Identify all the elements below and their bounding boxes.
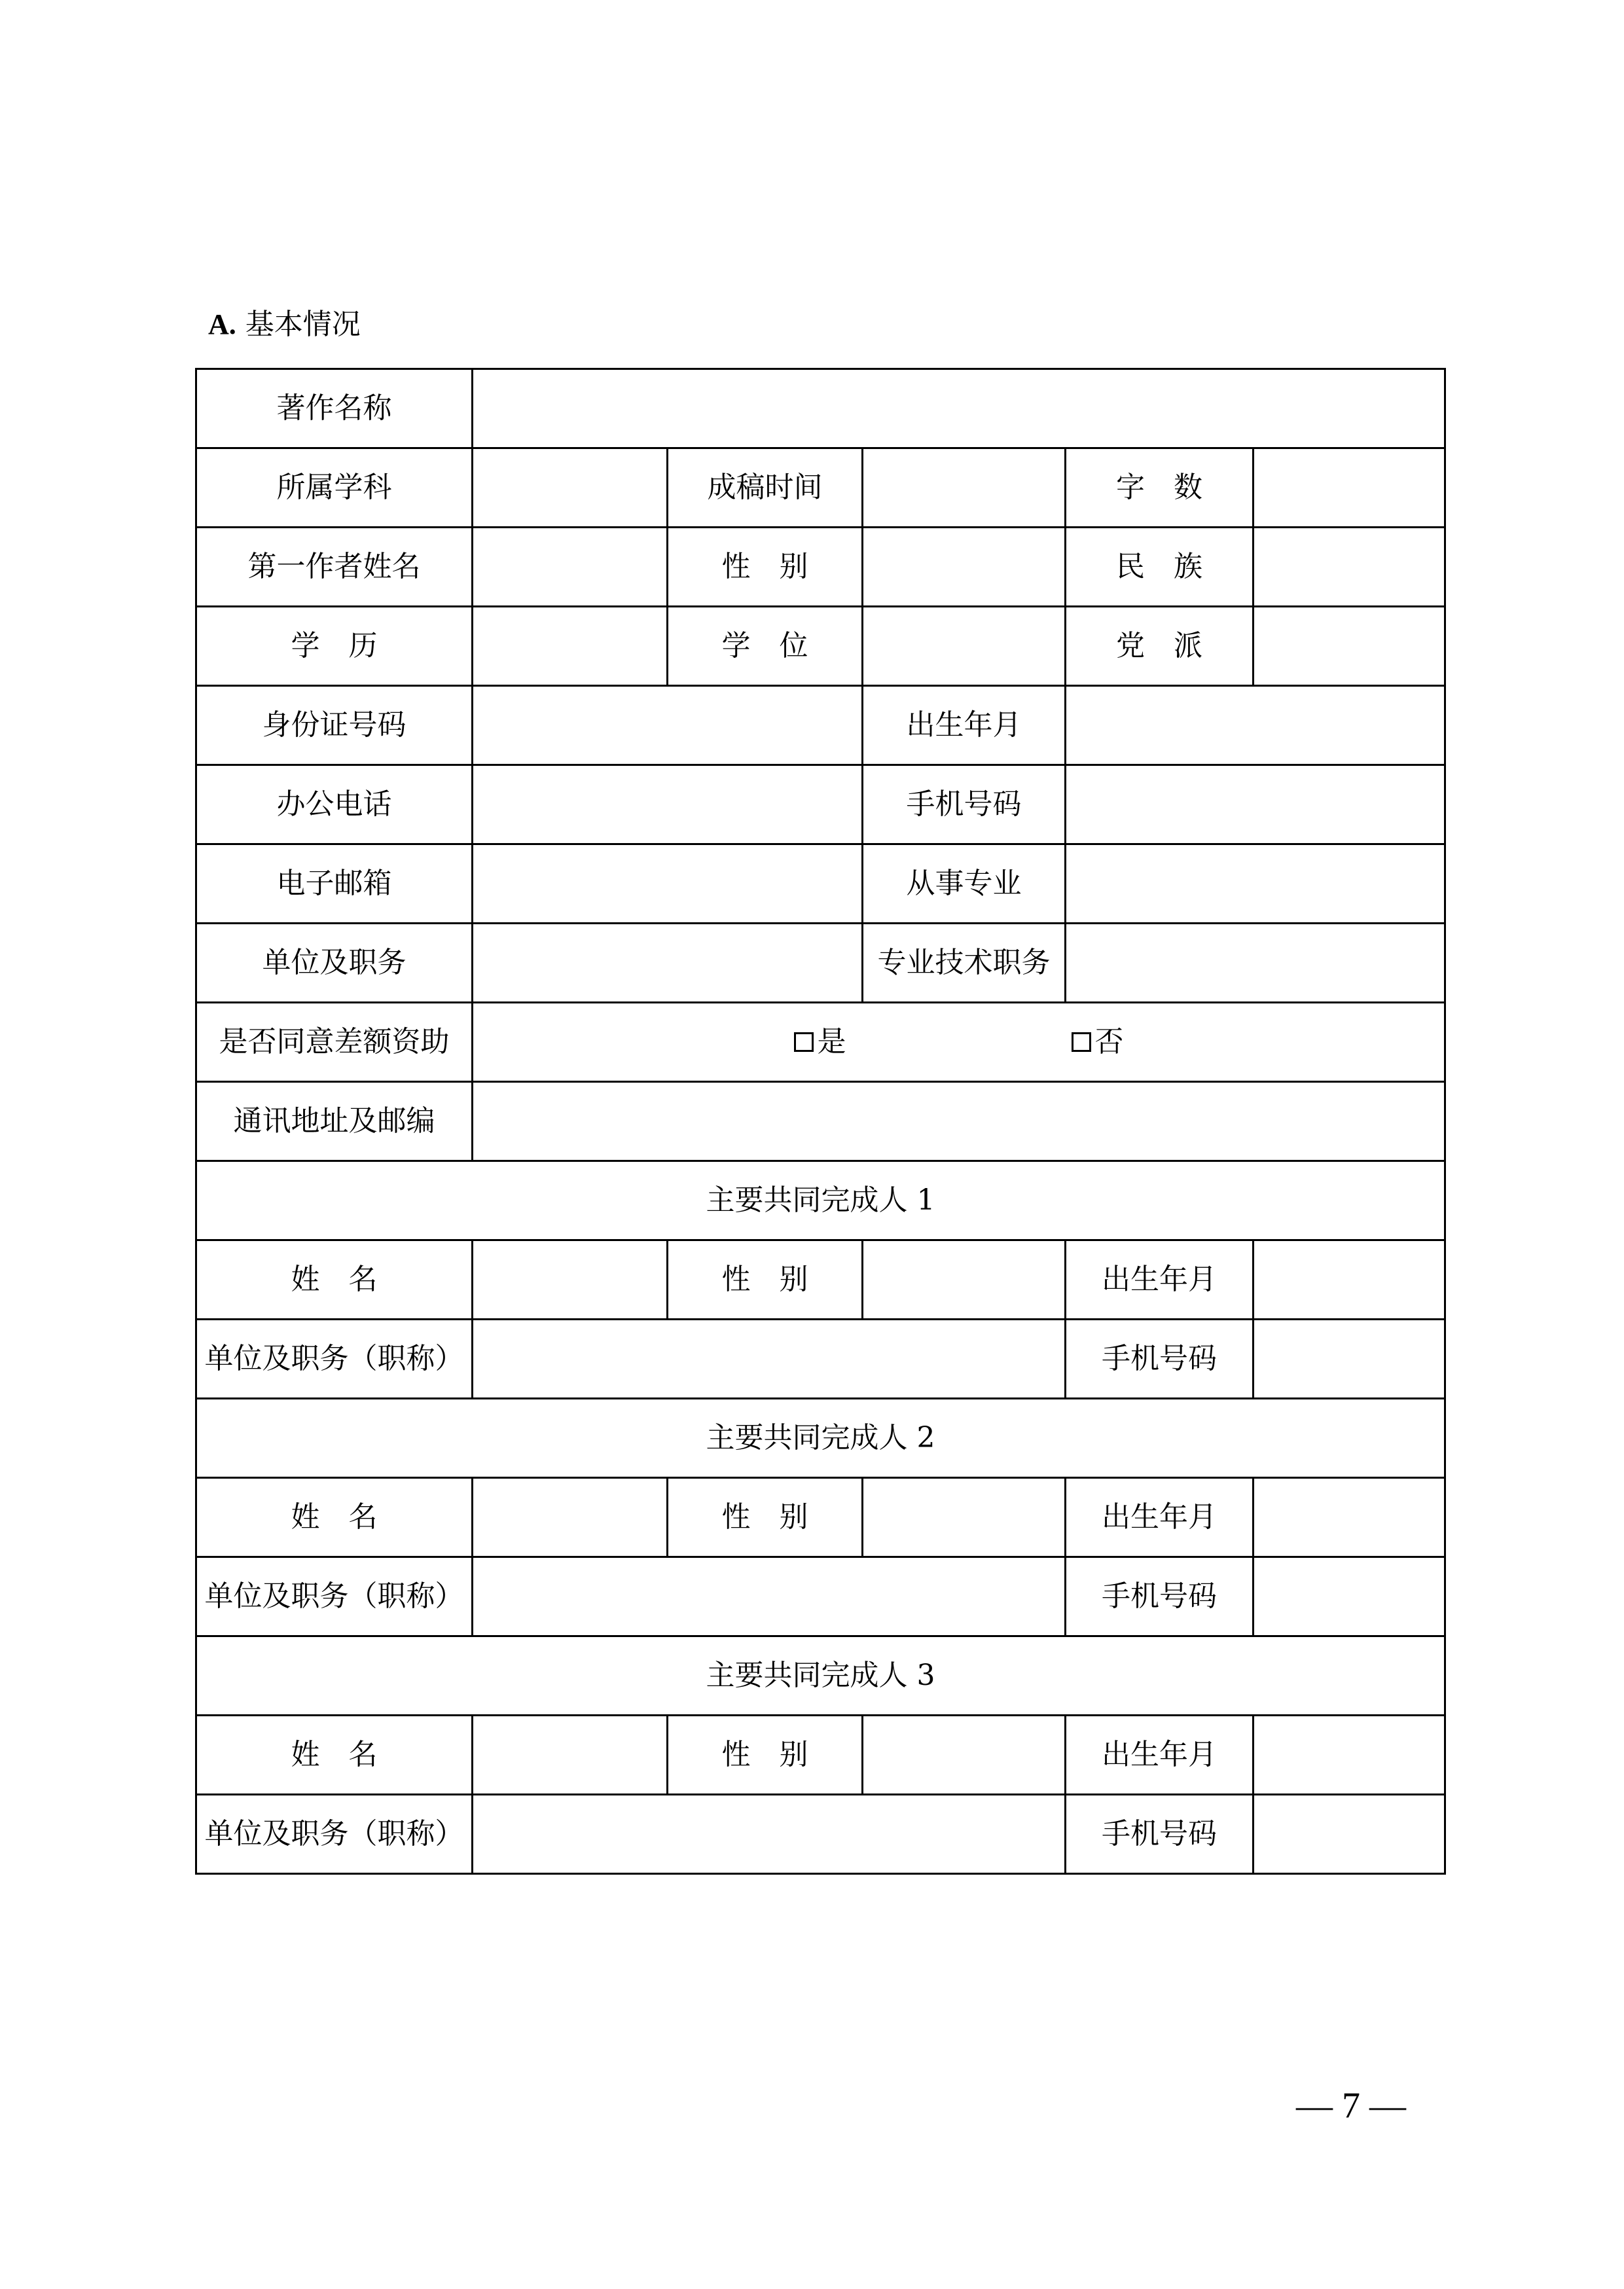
row-address xyxy=(196,1082,1445,1161)
row-unit-position xyxy=(196,924,1445,1003)
profession-field[interactable] xyxy=(1066,844,1445,924)
subject-field[interactable] xyxy=(473,448,668,528)
label-subject: 所属学科 xyxy=(196,448,473,528)
label-co-author-2-name: 姓 名 xyxy=(196,1478,473,1557)
id-number-field[interactable] xyxy=(473,686,863,765)
label-address: 通讯地址及邮编 xyxy=(196,1082,473,1161)
no-label: 否 xyxy=(1094,1024,1124,1058)
co-author-3-unit-field[interactable] xyxy=(473,1795,1066,1874)
label-co-author-2-mobile: 手机号码 xyxy=(1066,1557,1254,1636)
word-count-field[interactable] xyxy=(1254,448,1445,528)
label-education: 学 历 xyxy=(196,607,473,686)
row-work-title xyxy=(196,369,1445,448)
agree-funding-options xyxy=(473,1003,1445,1082)
label-co-author-2-gender: 性 别 xyxy=(668,1478,863,1557)
row-agree-funding xyxy=(196,1003,1445,1082)
label-degree: 学 位 xyxy=(668,607,863,686)
row-subject xyxy=(196,448,1445,528)
co-author-2-name-field[interactable] xyxy=(473,1478,668,1557)
party-field[interactable] xyxy=(1254,607,1445,686)
unit-position-field[interactable] xyxy=(473,924,863,1003)
label-co-author-2-birth: 出生年月 xyxy=(1066,1478,1254,1557)
co-author-2-unit-field[interactable] xyxy=(473,1557,1066,1636)
tech-title-field[interactable] xyxy=(1066,924,1445,1003)
label-email: 电子邮箱 xyxy=(196,844,473,924)
label-co-author-2-unit: 单位及职务（职称） xyxy=(196,1557,473,1636)
row-co-author-1-header xyxy=(196,1161,1445,1240)
label-co-author-3-gender: 性 别 xyxy=(668,1716,863,1795)
co-author-1-unit-field[interactable] xyxy=(473,1320,1066,1399)
co-author-3-birth-field[interactable] xyxy=(1254,1716,1445,1795)
co-author-3-header: 主要共同完成人 3 xyxy=(196,1636,1445,1716)
row-education xyxy=(196,607,1445,686)
label-co-author-1-gender: 性 别 xyxy=(668,1240,863,1320)
label-agree-funding: 是否同意差额资助 xyxy=(196,1003,473,1082)
no-checkbox[interactable] xyxy=(1072,1032,1091,1052)
row-first-author xyxy=(196,528,1445,607)
co-author-1-birth-field[interactable] xyxy=(1254,1240,1445,1320)
co-author-2-header: 主要共同完成人 2 xyxy=(196,1399,1445,1478)
office-phone-field[interactable] xyxy=(473,765,863,844)
label-co-author-1-mobile: 手机号码 xyxy=(1066,1320,1254,1399)
co-author-1-mobile-field[interactable] xyxy=(1254,1320,1445,1399)
first-author-name-field[interactable] xyxy=(473,528,668,607)
row-id-number xyxy=(196,686,1445,765)
completion-time-field[interactable] xyxy=(863,448,1066,528)
label-profession: 从事专业 xyxy=(863,844,1066,924)
option-no[interactable] xyxy=(1072,1025,1124,1059)
label-mobile: 手机号码 xyxy=(863,765,1066,844)
row-co-author-2-basic xyxy=(196,1478,1445,1557)
label-party: 党 派 xyxy=(1066,607,1254,686)
row-co-author-3-unit xyxy=(196,1795,1445,1874)
label-work-title: 著作名称 xyxy=(196,369,473,448)
label-tech-title: 专业技术职务 xyxy=(863,924,1066,1003)
row-co-author-2-unit xyxy=(196,1557,1445,1636)
section-title xyxy=(208,306,361,343)
row-email xyxy=(196,844,1445,924)
label-co-author-1-unit: 单位及职务（职称） xyxy=(196,1320,473,1399)
education-field[interactable] xyxy=(473,607,668,686)
co-author-3-gender-field[interactable] xyxy=(863,1716,1066,1795)
row-office-phone xyxy=(196,765,1445,844)
co-author-1-header: 主要共同完成人 1 xyxy=(196,1161,1445,1240)
label-unit-position: 单位及职务 xyxy=(196,924,473,1003)
row-co-author-3-header xyxy=(196,1636,1445,1716)
co-author-2-gender-field[interactable] xyxy=(863,1478,1066,1557)
label-ethnicity: 民 族 xyxy=(1066,528,1254,607)
co-author-3-mobile-field[interactable] xyxy=(1254,1795,1445,1874)
label-co-author-1-name: 姓 名 xyxy=(196,1240,473,1320)
work-title-field[interactable] xyxy=(473,369,1445,448)
row-co-author-1-unit xyxy=(196,1320,1445,1399)
yes-label: 是 xyxy=(817,1024,846,1058)
row-co-author-1-basic xyxy=(196,1240,1445,1320)
co-author-2-mobile-field[interactable] xyxy=(1254,1557,1445,1636)
degree-field[interactable] xyxy=(863,607,1066,686)
label-co-author-3-birth: 出生年月 xyxy=(1066,1716,1254,1795)
birth-date-field[interactable] xyxy=(1066,686,1445,765)
co-author-2-birth-field[interactable] xyxy=(1254,1478,1445,1557)
option-yes[interactable] xyxy=(794,1025,846,1059)
email-field[interactable] xyxy=(473,844,863,924)
label-id-number: 身份证号码 xyxy=(196,686,473,765)
label-office-phone: 办公电话 xyxy=(196,765,473,844)
label-birth-date: 出生年月 xyxy=(863,686,1066,765)
label-co-author-1-birth: 出生年月 xyxy=(1066,1240,1254,1320)
address-field[interactable] xyxy=(473,1082,1445,1161)
page-number: — 7 — xyxy=(1296,2085,1406,2126)
co-author-1-gender-field[interactable] xyxy=(863,1240,1066,1320)
mobile-field[interactable] xyxy=(1066,765,1445,844)
section-letter: A. xyxy=(208,308,236,340)
label-completion-time: 成稿时间 xyxy=(668,448,863,528)
row-co-author-2-header xyxy=(196,1399,1445,1478)
label-co-author-3-unit: 单位及职务（职称） xyxy=(196,1795,473,1874)
label-gender: 性 别 xyxy=(668,528,863,607)
co-author-3-name-field[interactable] xyxy=(473,1716,668,1795)
ethnicity-field[interactable] xyxy=(1254,528,1445,607)
basic-info-form xyxy=(195,368,1446,1875)
label-first-author-name: 第一作者姓名 xyxy=(196,528,473,607)
section-title-text: 基本情况 xyxy=(245,308,361,341)
label-co-author-3-mobile: 手机号码 xyxy=(1066,1795,1254,1874)
label-co-author-3-name: 姓 名 xyxy=(196,1716,473,1795)
gender-field[interactable] xyxy=(863,528,1066,607)
row-co-author-3-basic xyxy=(196,1716,1445,1795)
yes-checkbox[interactable] xyxy=(794,1032,814,1052)
label-word-count: 字 数 xyxy=(1066,448,1254,528)
co-author-1-name-field[interactable] xyxy=(473,1240,668,1320)
